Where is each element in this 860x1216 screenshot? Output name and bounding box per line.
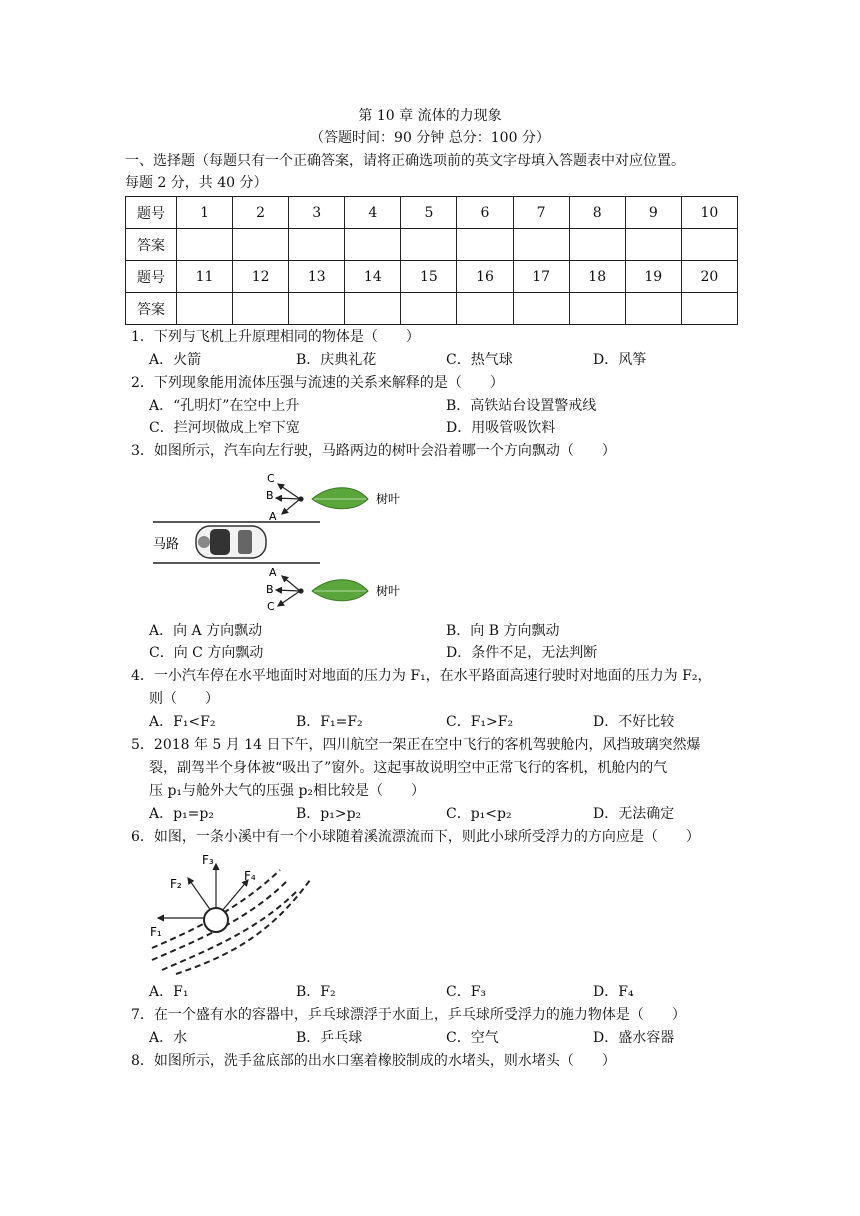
answer-cell[interactable] — [457, 229, 513, 261]
table-cell: 13 — [289, 261, 345, 293]
stream-ball-figure — [148, 850, 323, 975]
page-title: 第 10 章 流体的力现象 — [358, 108, 502, 124]
option-d[interactable]: D．不好比较 — [593, 714, 675, 730]
answer-table — [125, 196, 738, 325]
answer-cell[interactable] — [569, 229, 625, 261]
answer-cell[interactable] — [289, 293, 345, 325]
label-f3: F₃ — [202, 853, 214, 867]
question-3-stem: 3．如图所示，汽车向左行驶，马路两边的树叶会沿着哪一个方向飘动（ ） — [131, 443, 616, 459]
answer-cell[interactable] — [177, 293, 233, 325]
option-c[interactable]: C．F₃ — [446, 984, 487, 1000]
question-4-stem-cont: 则（ ） — [149, 691, 219, 707]
answer-cell[interactable] — [513, 229, 569, 261]
option-d[interactable]: D．条件不足，无法判断 — [446, 645, 598, 661]
option-d[interactable]: D．风筝 — [593, 352, 647, 368]
option-c[interactable]: C．空气 — [446, 1030, 499, 1046]
table-cell: 10 — [681, 197, 737, 229]
option-a[interactable]: A．F₁<F₂ — [149, 714, 216, 730]
option-a[interactable]: A．F₁ — [149, 984, 189, 1000]
table-cell: 20 — [681, 261, 737, 293]
answer-cell[interactable] — [681, 293, 737, 325]
force-arrows — [158, 864, 248, 918]
question-5-stem: 5．2018 年 5 月 14 日下午，四川航空一架正在空中飞行的客机驾驶舱内，风挡玻璃突然爆 — [131, 737, 701, 753]
question-2-stem: 2．下列现象能用流体压强与流速的关系来解释的是（ ） — [131, 375, 504, 391]
leaf-icon — [312, 580, 368, 601]
answer-cell[interactable] — [177, 229, 233, 261]
question-6-stem: 6．如图，一条小溪中有一个小球随着溪流漂流而下，则此小球所受浮力的方向应是（ ） — [131, 829, 700, 845]
table-cell: 2 — [233, 197, 289, 229]
option-d[interactable]: D．F₄ — [593, 984, 634, 1000]
table-cell: 5 — [401, 197, 457, 229]
answer-cell[interactable] — [233, 229, 289, 261]
option-a[interactable]: A．水 — [149, 1030, 188, 1046]
option-c[interactable]: C．热气球 — [446, 352, 513, 368]
option-d[interactable]: D．用吸管吸饮料 — [446, 420, 556, 436]
question-7-stem: 7．在一个盛有水的容器中，乒乓球漂浮于水面上，乒乓球所受浮力的施力物体是（ ） — [131, 1007, 686, 1023]
table-cell: 17 — [513, 261, 569, 293]
answer-cell[interactable] — [345, 293, 401, 325]
table-cell: 11 — [177, 261, 233, 293]
option-b[interactable]: B．乒乓球 — [296, 1030, 363, 1046]
question-5-stem-cont: 压 p₁与舱外大气的压强 p₂相比较是（ ） — [149, 783, 426, 799]
table-cell: 16 — [457, 261, 513, 293]
table-cell: 14 — [345, 261, 401, 293]
option-c[interactable]: C．F₁>F₂ — [446, 714, 514, 730]
table-cell: 1 — [177, 197, 233, 229]
option-d[interactable]: D．盛水容器 — [593, 1030, 675, 1046]
table-cell: 答案 — [126, 293, 177, 325]
answer-cell[interactable] — [401, 229, 457, 261]
table-cell: 15 — [401, 261, 457, 293]
leaf-icon — [312, 488, 368, 509]
question-1-stem: 1．下列与飞机上升原理相同的物体是（ ） — [131, 329, 420, 345]
answer-cell[interactable] — [625, 229, 681, 261]
option-a[interactable]: A．p₁=p₂ — [149, 806, 214, 822]
car-icon — [196, 526, 266, 558]
option-b[interactable]: B．高铁站台设置警戒线 — [446, 398, 597, 414]
question-4-stem: 4．一小汽车停在水平地面时对地面的压力为 F₁，在水平路面高速行驶时对地面的压力为 F₂， — [131, 668, 712, 684]
section-heading: 一、选择题（每题只有一个正确答案，请将正确选项前的英文字母填入答题表中对应位置。 — [125, 153, 685, 169]
table-cell: 4 — [345, 197, 401, 229]
option-a[interactable]: A．火箭 — [149, 352, 202, 368]
page-subtitle: （答题时间：90 分钟 总分：100 分） — [310, 130, 550, 146]
ball — [204, 908, 228, 932]
question-5-stem-cont: 裂，副驾半个身体被“吸出了”窗外。这起事故说明空中正常飞行的客机，机舱内的气 — [149, 760, 668, 776]
label-a-top: A — [269, 510, 277, 523]
question-8-stem: 8．如图所示，洗手盆底部的出水口塞着橡胶制成的水堵头，则水堵头（ ） — [131, 1053, 616, 1069]
answer-cell[interactable] — [233, 293, 289, 325]
label-b-bottom: B — [266, 583, 274, 596]
answer-cell[interactable] — [345, 229, 401, 261]
label-b-top: B — [266, 489, 274, 502]
table-row — [126, 261, 738, 293]
answer-cell[interactable] — [513, 293, 569, 325]
answer-cell[interactable] — [289, 229, 345, 261]
answer-cell[interactable] — [401, 293, 457, 325]
table-row — [126, 197, 738, 229]
option-c[interactable]: C．p₁<p₂ — [446, 806, 512, 822]
answer-cell[interactable] — [625, 293, 681, 325]
option-a[interactable]: A．“孔明灯”在空中上升 — [149, 398, 300, 414]
label-f2: F₂ — [170, 877, 182, 891]
table-cell: 19 — [625, 261, 681, 293]
label-c-top: C — [267, 472, 275, 485]
option-a[interactable]: A．向 A 方向飘动 — [149, 623, 263, 639]
table-cell: 18 — [569, 261, 625, 293]
answer-cell[interactable] — [457, 293, 513, 325]
leaf-label: 树叶 — [376, 584, 400, 598]
table-cell: 7 — [513, 197, 569, 229]
answer-cell[interactable] — [569, 293, 625, 325]
table-cell: 12 — [233, 261, 289, 293]
table-cell: 9 — [625, 197, 681, 229]
leaf-label: 树叶 — [376, 492, 400, 506]
table-cell: 3 — [289, 197, 345, 229]
table-cell: 8 — [569, 197, 625, 229]
label-f1: F₁ — [150, 925, 162, 939]
table-cell: 答案 — [126, 229, 177, 261]
label-c-bottom: C — [267, 600, 275, 613]
direction-arrows-bottom — [276, 576, 303, 606]
road-leaf-figure — [150, 466, 400, 616]
table-cell: 题号 — [126, 261, 177, 293]
option-c[interactable]: C．拦河坝做成上窄下宽 — [149, 420, 300, 436]
direction-arrows-top — [276, 484, 303, 514]
answer-cell[interactable] — [681, 229, 737, 261]
option-b[interactable]: B．向 B 方向飘动 — [446, 623, 560, 639]
label-a-bottom: A — [269, 566, 277, 579]
table-cell: 6 — [457, 197, 513, 229]
label-f4: F₄ — [244, 869, 256, 883]
section-heading-cont: 每题 2 分，共 40 分） — [125, 175, 268, 191]
option-b[interactable]: B．庆典礼花 — [296, 352, 377, 368]
option-b[interactable]: B．F₂ — [296, 984, 336, 1000]
road-label: 马路 — [153, 537, 180, 552]
option-c[interactable]: C．向 C 方向飘动 — [149, 645, 264, 661]
table-cell: 题号 — [126, 197, 177, 229]
option-d[interactable]: D．无法确定 — [593, 806, 675, 822]
table-row — [126, 293, 738, 325]
table-row — [126, 229, 738, 261]
option-b[interactable]: B．F₁=F₂ — [296, 714, 363, 730]
option-b[interactable]: B．p₁>p₂ — [296, 806, 362, 822]
